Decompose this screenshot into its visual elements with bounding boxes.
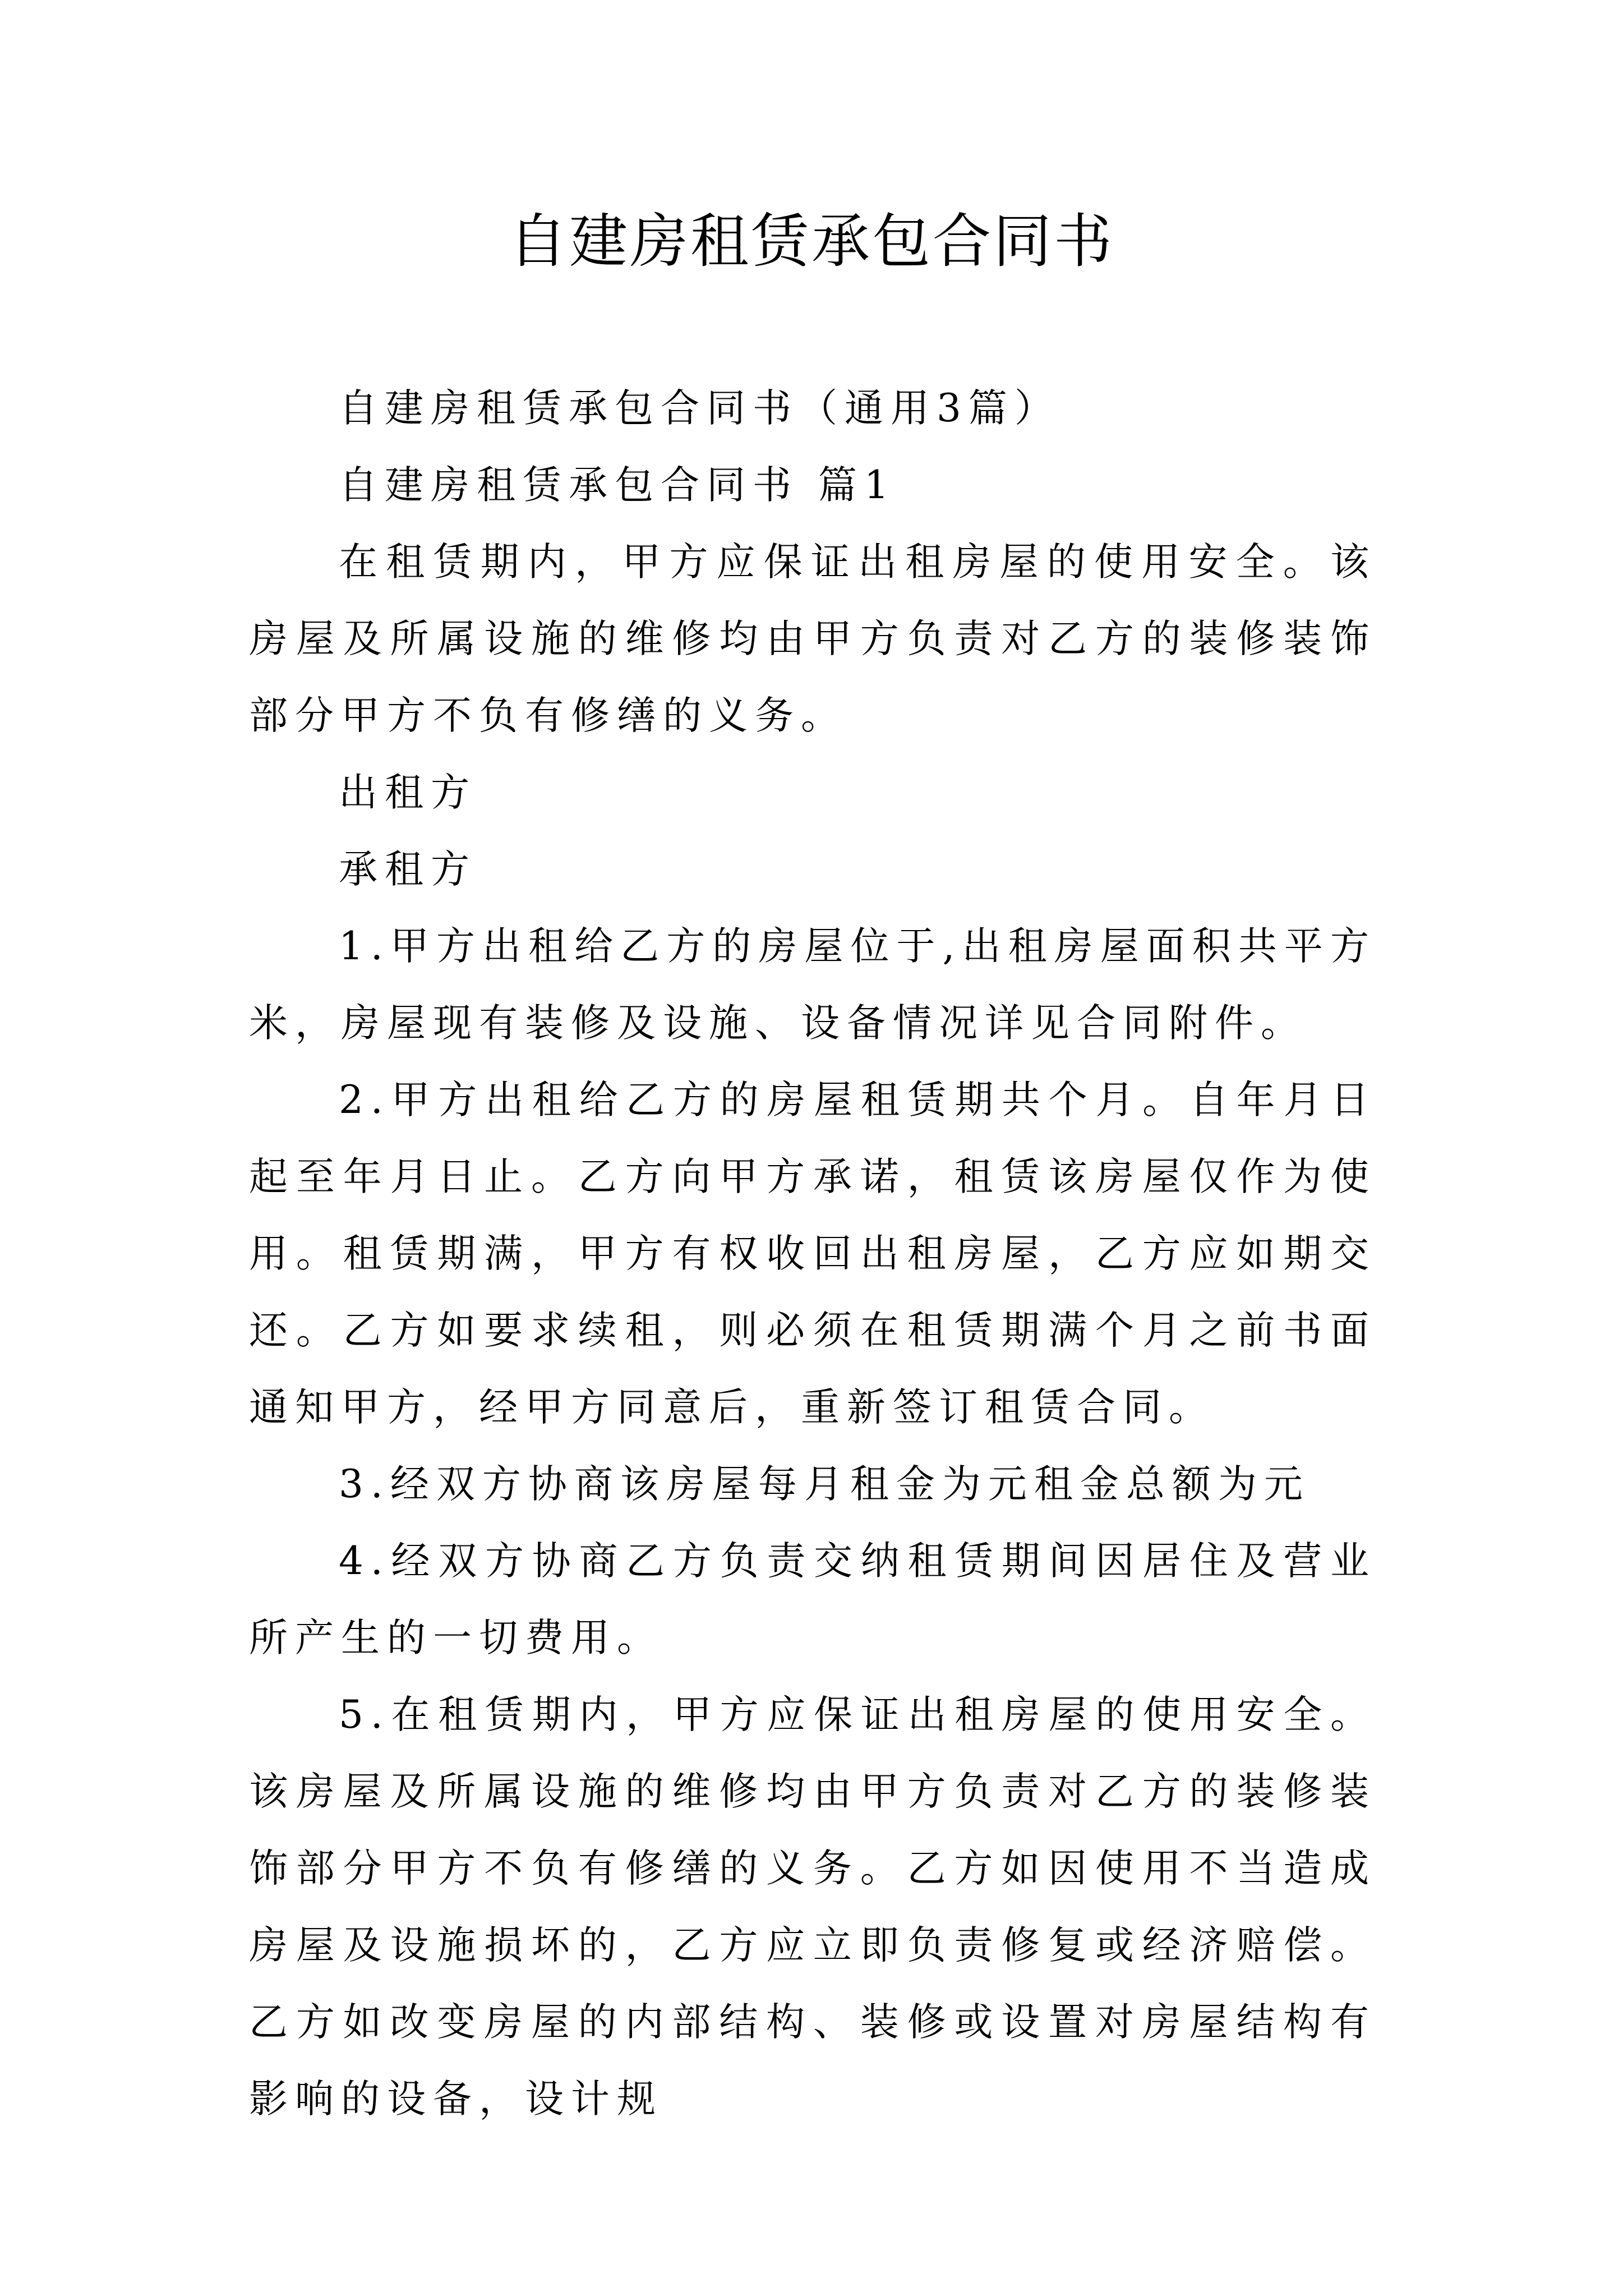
paragraph-section-heading: 自建房租赁承包合同书 篇1 <box>339 463 896 508</box>
paragraph-clause-5: 5.在租赁期内，甲方应保证出租房屋的使用安全。该房屋及所属设施的维修均由甲方负责对乙方的装修装饰部分甲方不负有修缮的义务。乙方如因使用不当造成房屋及设施损坏的，乙方应立即负责修复或经济赔偿。乙方如改变房屋的内部结构、装修或设置对房屋结构有影响的设备，设计规 <box>249 1692 1376 2122</box>
paragraph-lessor-label: 出租方 <box>339 770 477 815</box>
document-title: 自建房租赁承包合同书 <box>508 207 1114 275</box>
document-body <box>249 370 1376 2138</box>
paragraph-lessee-label: 承租方 <box>339 847 477 892</box>
paragraph-clause-4: 4.经双方协商乙方负责交纳租赁期间因居住及营业所产生的一切费用。 <box>249 1539 1376 1660</box>
paragraph-subtitle: 自建房租赁承包合同书（通用3篇） <box>339 386 1061 431</box>
paragraph-clause-3: 3.经双方协商该房屋每月租金为元租金总额为元 <box>339 1462 1310 1507</box>
paragraph-clause-1: 1.甲方出租给乙方的房屋位于,出租房屋面积共平方米，房屋现有装修及设施、设备情况详见合同附件。 <box>249 924 1376 1046</box>
paragraph-intro: 在租赁期内，甲方应保证出租房屋的使用安全。该房屋及所属设施的维修均由甲方负责对乙方的装修装饰部分甲方不负有修缮的义务。 <box>249 540 1376 738</box>
paragraph-clause-2: 2.甲方出租给乙方的房屋租赁期共个月。自年月日起至年月日止。乙方向甲方承诺，租赁该房屋仅作为使用。租赁期满，甲方有权收回出租房屋，乙方应如期交还。乙方如要求续租，则必须在租赁期满个月之前书面通知甲方，经甲方同意后，重新签订租赁合同。 <box>249 1078 1376 1430</box>
